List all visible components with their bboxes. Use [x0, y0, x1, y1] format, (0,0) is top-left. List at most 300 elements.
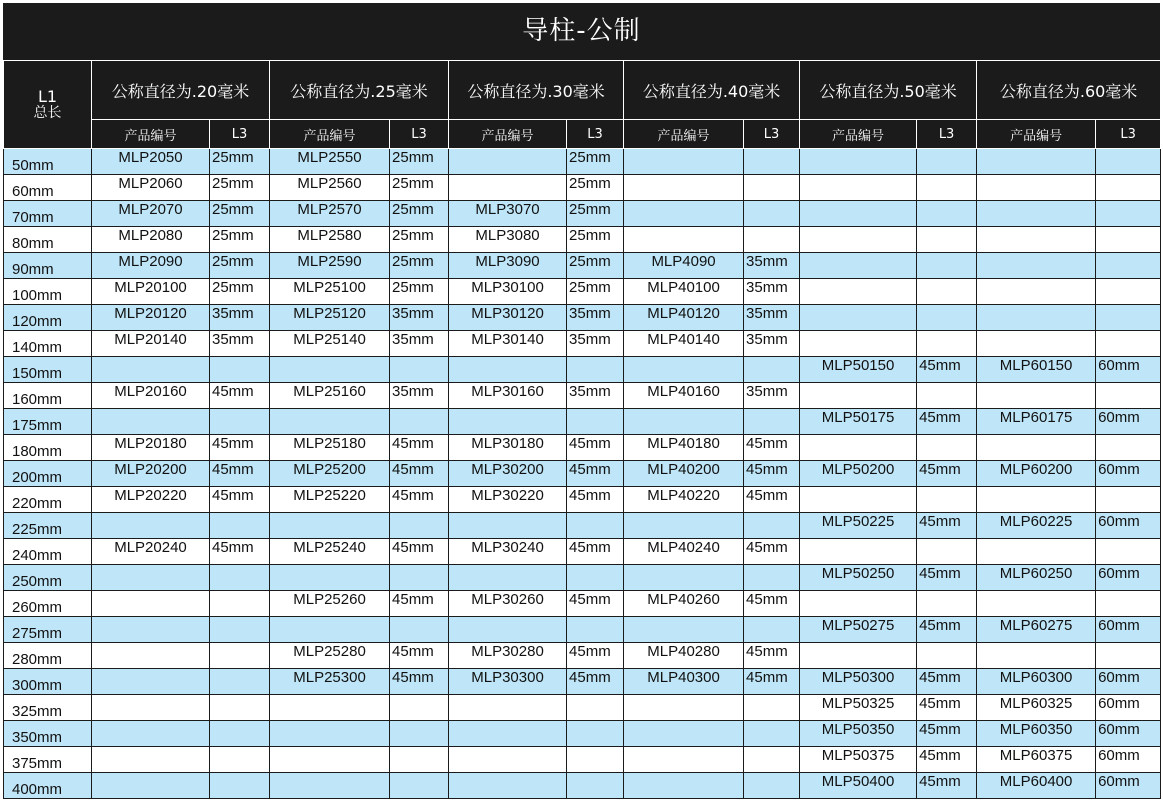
l3-cell: [1096, 149, 1161, 175]
l3-cell: 45mm: [390, 591, 449, 617]
l3-column-header: L3: [210, 120, 270, 149]
length-cell: 260mm: [4, 591, 92, 617]
l3-cell: 60mm: [1096, 695, 1161, 721]
product-code-cell: MLP50275: [800, 617, 917, 643]
product-code-cell: MLP40120: [624, 305, 744, 331]
product-code-cell: [92, 617, 210, 643]
product-code-cell: [800, 383, 917, 409]
product-code-cell: MLP50400: [800, 773, 917, 799]
length-cell: 225mm: [4, 513, 92, 539]
product-code-cell: MLP3090: [449, 253, 567, 279]
group-header: 公称直径为.20毫米: [92, 61, 270, 120]
l3-cell: [390, 565, 449, 591]
l3-cell: 25mm: [210, 175, 270, 201]
l3-cell: [744, 565, 800, 591]
l3-cell: [567, 695, 624, 721]
length-cell: 160mm: [4, 383, 92, 409]
l3-cell: [917, 175, 977, 201]
table-row: [4, 149, 1161, 175]
l3-cell: 60mm: [1096, 773, 1161, 799]
table-body: [4, 149, 1161, 799]
product-code-cell: MLP30100: [449, 279, 567, 305]
table-row: [4, 253, 1161, 279]
table-row: [4, 643, 1161, 669]
table-row: [4, 201, 1161, 227]
l3-cell: 60mm: [1096, 747, 1161, 773]
l3-cell: 45mm: [744, 669, 800, 695]
l3-cell: 60mm: [1096, 565, 1161, 591]
product-code-cell: MLP25300: [270, 669, 390, 695]
l3-cell: [1096, 331, 1161, 357]
product-code-cell: MLP30300: [449, 669, 567, 695]
l3-column-header: L3: [744, 120, 800, 149]
product-code-cell: MLP2070: [92, 201, 210, 227]
length-cell: 100mm: [4, 279, 92, 305]
product-code-cell: [800, 435, 917, 461]
l3-cell: [917, 305, 977, 331]
product-code-cell: [92, 695, 210, 721]
product-code-cell: MLP2060: [92, 175, 210, 201]
l3-cell: 60mm: [1096, 357, 1161, 383]
l3-column-header: L3: [390, 120, 449, 149]
product-code-cell: [977, 487, 1096, 513]
product-code-cell: MLP40280: [624, 643, 744, 669]
table-row: [4, 383, 1161, 409]
product-code-cell: [977, 149, 1096, 175]
product-code-cell: [270, 357, 390, 383]
product-code-cell: MLP20120: [92, 305, 210, 331]
product-code-cell: MLP40140: [624, 331, 744, 357]
l3-cell: 45mm: [210, 461, 270, 487]
l3-cell: 45mm: [917, 409, 977, 435]
product-code-cell: MLP40260: [624, 591, 744, 617]
l3-cell: [390, 357, 449, 383]
l3-cell: 35mm: [744, 305, 800, 331]
l3-cell: [917, 279, 977, 305]
length-cell: 375mm: [4, 747, 92, 773]
l3-cell: [210, 565, 270, 591]
product-code-cell: MLP60350: [977, 721, 1096, 747]
product-code-cell: [624, 149, 744, 175]
product-code-cell: MLP30260: [449, 591, 567, 617]
l3-cell: 25mm: [567, 227, 624, 253]
product-code-cell: MLP2590: [270, 253, 390, 279]
product-code-cell: MLP2570: [270, 201, 390, 227]
product-code-cell: [624, 773, 744, 799]
table-header: [4, 61, 1161, 149]
l3-cell: [567, 565, 624, 591]
l3-cell: 35mm: [567, 305, 624, 331]
l3-cell: [744, 227, 800, 253]
l3-cell: [390, 617, 449, 643]
l3-cell: [917, 201, 977, 227]
l3-cell: [210, 773, 270, 799]
l3-cell: [567, 357, 624, 383]
l3-cell: 35mm: [744, 331, 800, 357]
product-code-cell: MLP20160: [92, 383, 210, 409]
product-code-cell: MLP40300: [624, 669, 744, 695]
l3-cell: 45mm: [210, 383, 270, 409]
product-code-cell: [800, 149, 917, 175]
l3-cell: 45mm: [567, 487, 624, 513]
l3-cell: [1096, 253, 1161, 279]
table-row: [4, 669, 1161, 695]
product-code-cell: MLP40220: [624, 487, 744, 513]
product-code-cell: MLP50325: [800, 695, 917, 721]
length-cell: 70mm: [4, 201, 92, 227]
product-code-cell: MLP60400: [977, 773, 1096, 799]
l3-cell: [744, 513, 800, 539]
product-code-cell: [977, 383, 1096, 409]
product-code-cell: [449, 175, 567, 201]
group-header: 公称直径为.50毫米: [800, 61, 977, 120]
l3-cell: 35mm: [390, 383, 449, 409]
product-code-cell: [270, 409, 390, 435]
product-code-cell: [92, 565, 210, 591]
l3-cell: 25mm: [210, 227, 270, 253]
l3-cell: 35mm: [744, 253, 800, 279]
l3-cell: 25mm: [210, 201, 270, 227]
l3-cell: 45mm: [567, 435, 624, 461]
product-code-cell: MLP2550: [270, 149, 390, 175]
product-code-cell: [800, 591, 917, 617]
code-column-header: 产品编号: [624, 120, 744, 149]
l3-cell: 25mm: [390, 201, 449, 227]
l3-cell: [917, 539, 977, 565]
product-code-cell: [270, 617, 390, 643]
product-code-cell: MLP50375: [800, 747, 917, 773]
length-cell: 250mm: [4, 565, 92, 591]
product-code-cell: [624, 227, 744, 253]
l3-cell: 45mm: [567, 669, 624, 695]
l3-cell: [744, 617, 800, 643]
product-code-cell: MLP2050: [92, 149, 210, 175]
table-row: [4, 721, 1161, 747]
l3-cell: [210, 747, 270, 773]
l3-cell: 60mm: [1096, 617, 1161, 643]
product-code-cell: [449, 617, 567, 643]
product-code-cell: [800, 279, 917, 305]
l3-column-header: L3: [1096, 120, 1161, 149]
l3-cell: [210, 695, 270, 721]
product-code-cell: [977, 227, 1096, 253]
l3-cell: 25mm: [567, 175, 624, 201]
length-cell: 50mm: [4, 149, 92, 175]
product-code-cell: MLP50175: [800, 409, 917, 435]
l3-cell: [1096, 175, 1161, 201]
product-code-cell: MLP30180: [449, 435, 567, 461]
table-row: [4, 461, 1161, 487]
l3-cell: [1096, 435, 1161, 461]
length-cell: 175mm: [4, 409, 92, 435]
l3-cell: 45mm: [744, 435, 800, 461]
l3-cell: [744, 409, 800, 435]
l3-cell: [390, 513, 449, 539]
product-code-cell: MLP20200: [92, 461, 210, 487]
product-code-cell: [800, 643, 917, 669]
l3-cell: [567, 617, 624, 643]
product-code-cell: MLP2560: [270, 175, 390, 201]
length-cell: 140mm: [4, 331, 92, 357]
product-code-cell: MLP50200: [800, 461, 917, 487]
product-code-cell: MLP25140: [270, 331, 390, 357]
table-row: [4, 279, 1161, 305]
l3-cell: 45mm: [390, 435, 449, 461]
l3-cell: 45mm: [917, 617, 977, 643]
l3-cell: [917, 331, 977, 357]
product-code-cell: [624, 201, 744, 227]
product-code-cell: [624, 175, 744, 201]
l3-cell: 45mm: [390, 487, 449, 513]
l3-cell: [210, 591, 270, 617]
product-code-cell: MLP2090: [92, 253, 210, 279]
l3-cell: [744, 747, 800, 773]
l3-cell: 45mm: [917, 461, 977, 487]
table-row: [4, 747, 1161, 773]
product-code-cell: [977, 175, 1096, 201]
l1-label: L1: [37, 86, 58, 106]
product-code-cell: [270, 695, 390, 721]
l3-cell: [744, 357, 800, 383]
group-header: 公称直径为.40毫米: [624, 61, 800, 120]
l3-cell: 45mm: [567, 643, 624, 669]
l3-cell: 25mm: [567, 279, 624, 305]
product-code-cell: [449, 695, 567, 721]
table-row: [4, 331, 1161, 357]
product-code-cell: MLP50150: [800, 357, 917, 383]
table-row: [4, 357, 1161, 383]
product-code-cell: MLP40160: [624, 383, 744, 409]
product-code-cell: [449, 565, 567, 591]
length-cell: 60mm: [4, 175, 92, 201]
table-row: [4, 773, 1161, 799]
product-code-cell: [449, 357, 567, 383]
product-code-cell: [92, 591, 210, 617]
product-code-cell: MLP25280: [270, 643, 390, 669]
l3-cell: [567, 747, 624, 773]
product-code-cell: [92, 643, 210, 669]
spec-sheet: [3, 3, 1160, 799]
l3-cell: [210, 513, 270, 539]
l3-cell: 45mm: [210, 435, 270, 461]
l3-cell: 45mm: [567, 591, 624, 617]
product-code-cell: MLP20180: [92, 435, 210, 461]
l3-cell: [744, 721, 800, 747]
product-code-cell: [449, 513, 567, 539]
product-code-cell: MLP60250: [977, 565, 1096, 591]
l3-cell: [1096, 305, 1161, 331]
l3-cell: 25mm: [567, 201, 624, 227]
l3-cell: 25mm: [390, 279, 449, 305]
l3-cell: 45mm: [390, 669, 449, 695]
product-code-cell: MLP50250: [800, 565, 917, 591]
product-code-cell: [800, 227, 917, 253]
product-code-cell: MLP30120: [449, 305, 567, 331]
product-code-cell: MLP60375: [977, 747, 1096, 773]
product-code-cell: MLP50225: [800, 513, 917, 539]
product-code-cell: [800, 305, 917, 331]
product-code-cell: MLP30280: [449, 643, 567, 669]
product-code-cell: MLP40180: [624, 435, 744, 461]
l3-cell: [390, 695, 449, 721]
code-column-header: 产品编号: [449, 120, 567, 149]
table-row: [4, 227, 1161, 253]
l3-cell: [210, 617, 270, 643]
product-code-cell: [92, 409, 210, 435]
table-row: [4, 591, 1161, 617]
l3-cell: 45mm: [917, 357, 977, 383]
length-cell: 220mm: [4, 487, 92, 513]
product-code-cell: [624, 357, 744, 383]
length-cell: 325mm: [4, 695, 92, 721]
product-code-cell: MLP30220: [449, 487, 567, 513]
product-code-cell: [624, 695, 744, 721]
page-title: 导柱-公制: [3, 3, 1160, 60]
product-code-cell: MLP60150: [977, 357, 1096, 383]
product-code-cell: MLP4090: [624, 253, 744, 279]
product-code-cell: MLP25260: [270, 591, 390, 617]
length-cell: 200mm: [4, 461, 92, 487]
product-code-cell: MLP20140: [92, 331, 210, 357]
product-code-cell: [92, 721, 210, 747]
product-code-cell: MLP25220: [270, 487, 390, 513]
product-code-cell: [270, 773, 390, 799]
l3-cell: 35mm: [210, 331, 270, 357]
product-code-cell: [449, 149, 567, 175]
product-code-cell: [800, 487, 917, 513]
l3-cell: [744, 695, 800, 721]
l3-cell: [917, 591, 977, 617]
product-code-cell: [624, 747, 744, 773]
product-code-cell: [624, 513, 744, 539]
product-code-cell: [624, 409, 744, 435]
l3-cell: 35mm: [390, 331, 449, 357]
product-code-cell: [800, 539, 917, 565]
product-code-cell: MLP20100: [92, 279, 210, 305]
l3-cell: 45mm: [390, 643, 449, 669]
l3-cell: [1096, 487, 1161, 513]
l3-column-header: L3: [917, 120, 977, 149]
l3-cell: [390, 409, 449, 435]
product-code-cell: MLP2580: [270, 227, 390, 253]
l3-cell: 45mm: [210, 487, 270, 513]
l3-cell: [390, 721, 449, 747]
product-code-cell: MLP25120: [270, 305, 390, 331]
l3-cell: [1096, 539, 1161, 565]
length-cell: 180mm: [4, 435, 92, 461]
l3-cell: [1096, 643, 1161, 669]
l3-cell: 25mm: [390, 253, 449, 279]
length-cell: 300mm: [4, 669, 92, 695]
l3-cell: 60mm: [1096, 721, 1161, 747]
product-code-cell: [977, 331, 1096, 357]
l3-cell: 35mm: [744, 383, 800, 409]
code-column-header: 产品编号: [800, 120, 917, 149]
l3-cell: 35mm: [390, 305, 449, 331]
table-row: [4, 175, 1161, 201]
l3-cell: [744, 201, 800, 227]
length-cell: 120mm: [4, 305, 92, 331]
product-code-cell: [977, 539, 1096, 565]
l3-cell: [917, 253, 977, 279]
product-code-cell: [92, 513, 210, 539]
product-code-cell: MLP40240: [624, 539, 744, 565]
length-cell: 80mm: [4, 227, 92, 253]
l3-cell: 45mm: [917, 773, 977, 799]
l3-cell: [917, 487, 977, 513]
l3-cell: 45mm: [567, 461, 624, 487]
l3-cell: 45mm: [567, 539, 624, 565]
l3-cell: [917, 227, 977, 253]
l3-cell: 45mm: [917, 721, 977, 747]
code-column-header: 产品编号: [92, 120, 210, 149]
l3-cell: [917, 149, 977, 175]
l3-cell: [390, 773, 449, 799]
l3-cell: [1096, 279, 1161, 305]
product-code-cell: [449, 409, 567, 435]
product-code-cell: MLP30140: [449, 331, 567, 357]
product-code-cell: [977, 435, 1096, 461]
l3-cell: [1096, 201, 1161, 227]
table-row: [4, 513, 1161, 539]
length-cell: 90mm: [4, 253, 92, 279]
product-code-cell: MLP25180: [270, 435, 390, 461]
l3-cell: 25mm: [567, 253, 624, 279]
length-cell: 275mm: [4, 617, 92, 643]
product-code-cell: [977, 591, 1096, 617]
product-code-cell: MLP40100: [624, 279, 744, 305]
product-code-cell: [977, 305, 1096, 331]
l3-cell: 45mm: [917, 565, 977, 591]
l3-cell: [210, 643, 270, 669]
product-code-cell: [270, 747, 390, 773]
length-cell: 400mm: [4, 773, 92, 799]
l3-column-header: L3: [567, 120, 624, 149]
l3-cell: 45mm: [210, 539, 270, 565]
spec-table: [3, 60, 1161, 799]
l3-cell: 45mm: [744, 461, 800, 487]
l3-cell: 45mm: [917, 695, 977, 721]
table-row: [4, 435, 1161, 461]
product-code-cell: MLP60200: [977, 461, 1096, 487]
product-code-cell: [624, 721, 744, 747]
l3-cell: [210, 409, 270, 435]
product-code-cell: MLP20240: [92, 539, 210, 565]
table-row: [4, 617, 1161, 643]
l3-cell: 45mm: [917, 669, 977, 695]
product-code-cell: [270, 513, 390, 539]
product-code-cell: MLP60225: [977, 513, 1096, 539]
l3-cell: [917, 643, 977, 669]
l3-cell: 45mm: [390, 539, 449, 565]
product-code-cell: MLP50300: [800, 669, 917, 695]
l3-cell: 25mm: [210, 279, 270, 305]
l3-cell: [1096, 591, 1161, 617]
l3-cell: 25mm: [210, 253, 270, 279]
product-code-cell: [800, 331, 917, 357]
product-code-cell: [800, 175, 917, 201]
l1-header: [4, 61, 92, 149]
group-header: 公称直径为.60毫米: [977, 61, 1161, 120]
length-cell: 240mm: [4, 539, 92, 565]
product-code-cell: [449, 747, 567, 773]
l3-cell: 60mm: [1096, 461, 1161, 487]
l3-cell: 45mm: [390, 461, 449, 487]
product-code-cell: [977, 279, 1096, 305]
l3-cell: 35mm: [744, 279, 800, 305]
product-code-cell: [92, 747, 210, 773]
l3-cell: [1096, 227, 1161, 253]
